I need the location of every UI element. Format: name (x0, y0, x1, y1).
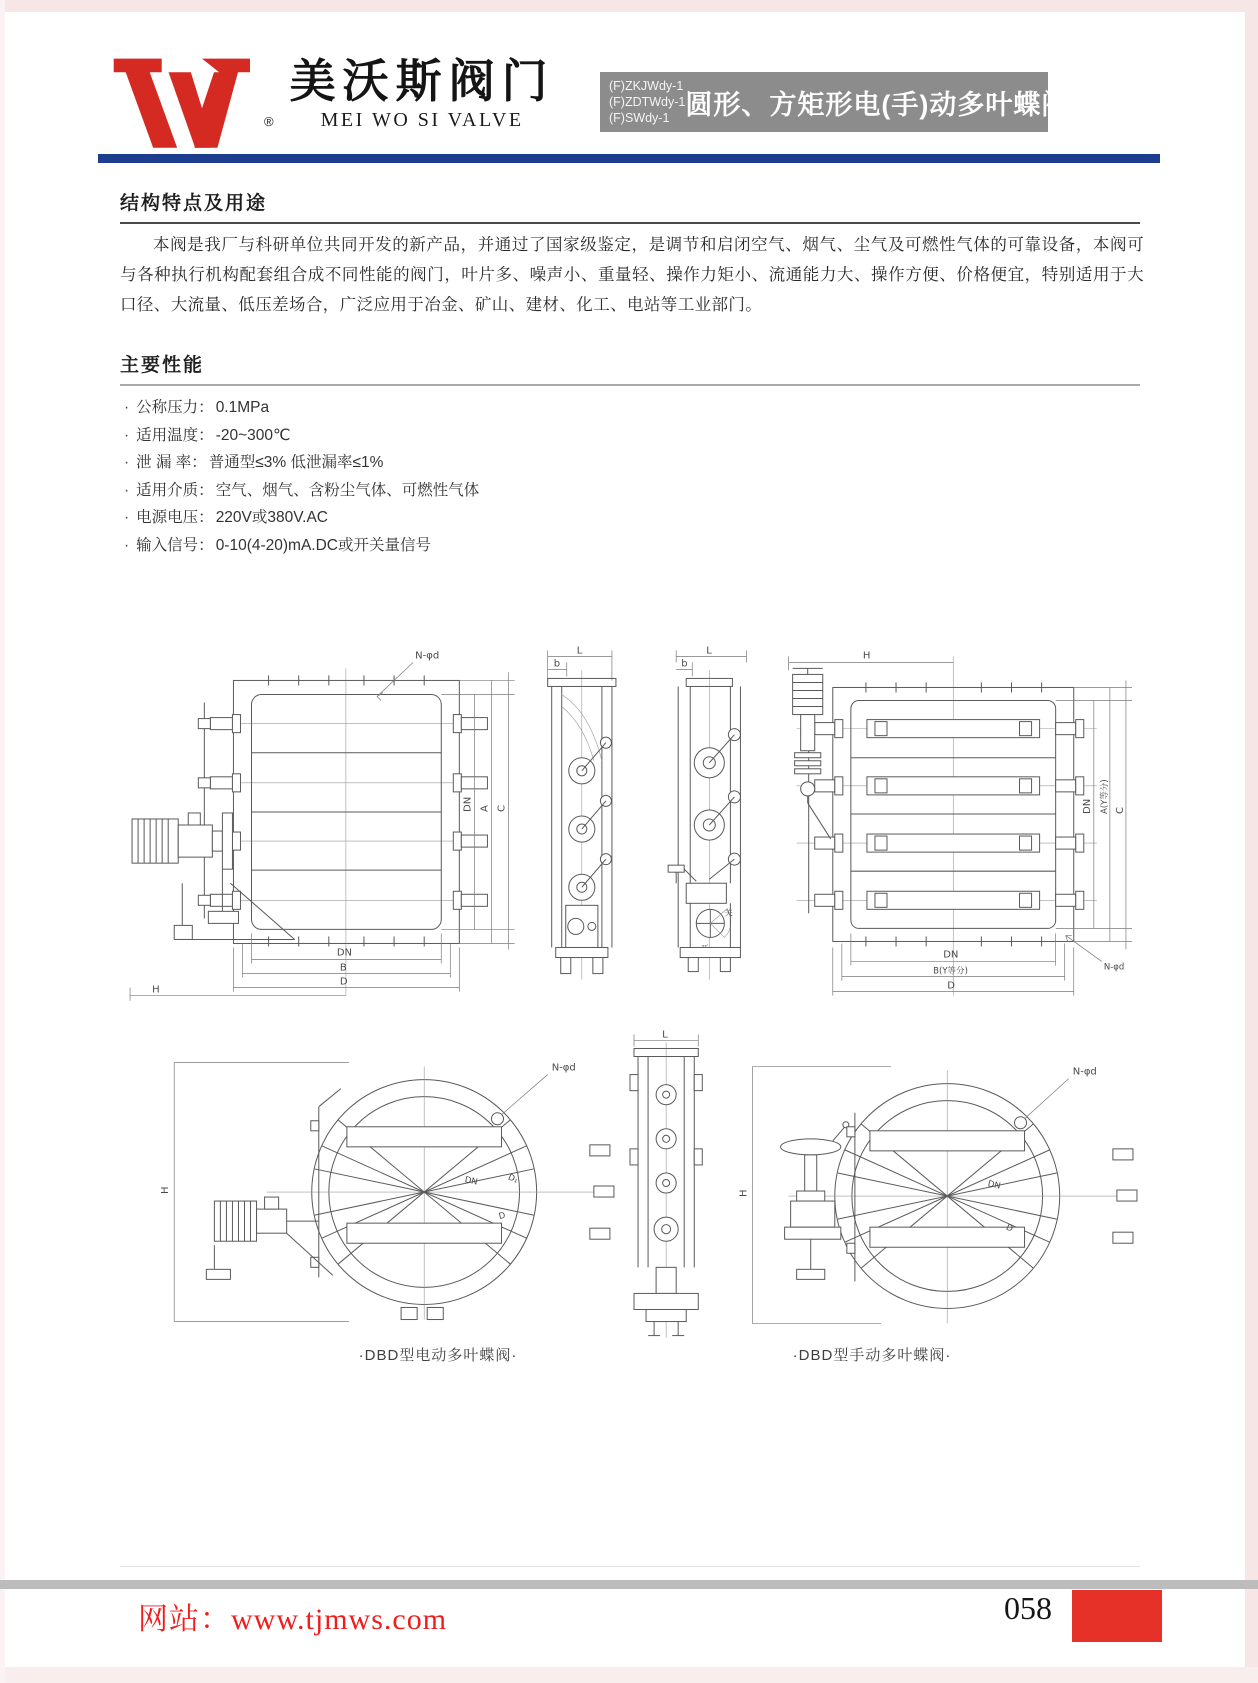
dim-label-nphid: N-φd (551, 1062, 576, 1074)
caption-electric-valve: ·DBD型电动多叶蝶阀· (358, 1347, 518, 1364)
dim-label-dn: DN (462, 796, 474, 812)
perf-value: 0.1MPa (215, 399, 270, 416)
model-code-2: (F)ZDTWdy-1 (609, 94, 686, 109)
dim-label-c: C (1114, 806, 1126, 814)
website-url: www.tjmws.com (231, 1603, 448, 1636)
perf-value: -20~300℃ (215, 426, 291, 444)
drawing-manual-rect-side (668, 645, 746, 979)
footer-red-block (1072, 1590, 1162, 1642)
label-close: 关 (724, 908, 733, 919)
list-item (124, 504, 479, 532)
bolt-callout (377, 650, 439, 700)
registered-mark: ® (264, 114, 274, 129)
perf-value: 普通型≤3% 低泄漏率≤1% (208, 454, 384, 471)
dim-label-c: C (496, 804, 508, 812)
model-title-box (600, 72, 1070, 132)
dim-label-b-div: B(Y等分) (933, 966, 968, 977)
bullet: · (124, 399, 130, 416)
footer-separator (120, 1566, 1140, 1567)
perf-label: 电源电压： (136, 509, 214, 526)
dim-label-dn: DN (336, 947, 353, 959)
dim-label-a-div: A(Y等分) (1099, 779, 1110, 814)
dim-label-dn: DN (943, 949, 959, 961)
dim-label-nphid: N-φd (1103, 962, 1125, 973)
page-number: 058 (1004, 1590, 1052, 1626)
performance-list (124, 394, 479, 559)
scan-edge-top (0, 0, 1258, 12)
drawing-circle-side (630, 1029, 702, 1337)
scan-edge-bottom (0, 1667, 1258, 1683)
bolt-callout (1066, 935, 1125, 972)
model-codes (600, 78, 685, 127)
model-code-1: (F)ZKJWdy-1 (609, 78, 684, 93)
handwheel-actuator (781, 1113, 855, 1282)
electric-actuator (206, 1089, 341, 1280)
dim-label-l: L (662, 1029, 668, 1041)
perf-value: 空气、烟气、含粉尘气体、可燃性气体 (215, 481, 480, 499)
dim-label-l: L (576, 645, 583, 657)
list-item (124, 449, 479, 477)
bullet: · (124, 509, 130, 526)
dim-label-a: A (479, 805, 491, 812)
flange-ticks (269, 675, 425, 946)
drawing-electric-rect-front (130, 650, 515, 1000)
dim-label-d: D (339, 976, 348, 988)
drawing-row-rectangular (118, 642, 1142, 1004)
manual-actuator (793, 668, 831, 839)
bullet: · (124, 481, 130, 499)
brand-block (112, 56, 555, 152)
perf-label: 适用温度： (136, 426, 214, 444)
drawing-manual-circle-front (738, 1067, 1137, 1324)
website-text (138, 1594, 447, 1638)
list-item (124, 532, 479, 560)
dim-label-nphid: N-φd (1072, 1066, 1097, 1078)
caption-manual-valve: ·DBD型手动多叶蝶阀· (792, 1347, 952, 1364)
brand-name-cn: 美沃斯阀门 (289, 54, 555, 108)
footer-bar (0, 1580, 1258, 1589)
shaft-bolts (815, 720, 1084, 910)
brand-logo-icon (112, 56, 262, 152)
dim-label-dn: DN (463, 1175, 479, 1188)
scan-edge-right (1245, 0, 1258, 1683)
dim-label-dn: DN (986, 1179, 1002, 1192)
dim-label-d: D (947, 980, 955, 992)
dim-label-b: B (339, 962, 347, 974)
dim-right (441, 672, 514, 949)
dim-label-dn: DN (1081, 798, 1093, 814)
dim-label-b-small: b (553, 658, 561, 670)
scan-edge-left (0, 0, 5, 1683)
list-item (124, 477, 479, 505)
brand-name-en: MEI WO SI VALVE (320, 108, 524, 131)
drawing-row-circular (118, 1028, 1142, 1340)
dim-label-b-small: b (681, 658, 688, 670)
model-code-3: (F)SWdy-1 (609, 111, 670, 126)
dim-label-d: D (1004, 1222, 1015, 1235)
perf-label: 适用介质： (136, 481, 214, 499)
section-heading-features: 结构特点及用途 (120, 188, 1140, 224)
list-item (124, 422, 479, 450)
dim-label-d: D (497, 1210, 507, 1223)
dim-right (1056, 680, 1132, 949)
dim-label-l: L (706, 645, 712, 657)
list-item (124, 394, 479, 422)
dim-label-h: H (738, 1189, 750, 1198)
drawing-electric-rect-side (548, 645, 616, 979)
dim-label-h: H (160, 1186, 172, 1195)
bullet: · (124, 454, 130, 471)
dim-label-h: H (152, 984, 160, 996)
perf-value: 220V或380V.AC (215, 509, 329, 526)
brand-text (290, 56, 555, 132)
perf-value: 0-10(4-20)mA.DC或开关量信号 (215, 536, 432, 554)
electric-actuator (132, 813, 295, 939)
dim-label-d1: D₁ (506, 1172, 520, 1186)
features-paragraph: 本阀是我厂与科研单位共同开发的新产品，并通过了国家级鉴定，是调节和启闭空气、烟气、尘气及可燃性气体的可靠设备，本阀可与各种执行机构配套组合成不同性能的阀门，叶片多、噪声小、重量轻、操作力矩小、流通能力大、操作方便、价格便宜，特别适用于大口径、大流量、低压差场合，广泛应用于冶金、矿山、建材、化工、电站等工业部门。 (120, 236, 1144, 314)
bullet: · (124, 536, 130, 554)
bullet: · (124, 426, 130, 444)
page-title: 圆形、方矩形电(手)动多叶蝶阀 (685, 89, 1070, 120)
drawing-electric-circle-front (160, 1063, 614, 1322)
perf-label: 输入信号： (136, 536, 214, 554)
header-rule (98, 154, 1160, 163)
dim-label-h: H (862, 650, 871, 662)
perf-label: 泄 漏 率： (136, 454, 207, 471)
dim-label-nphid: N-φd (415, 650, 440, 662)
drawing-manual-rect-front (789, 650, 1132, 995)
section-heading-performance: 主要性能 (120, 350, 1140, 386)
website-label: 网站： (138, 1603, 231, 1636)
perf-label: 公称压力： (136, 399, 214, 416)
